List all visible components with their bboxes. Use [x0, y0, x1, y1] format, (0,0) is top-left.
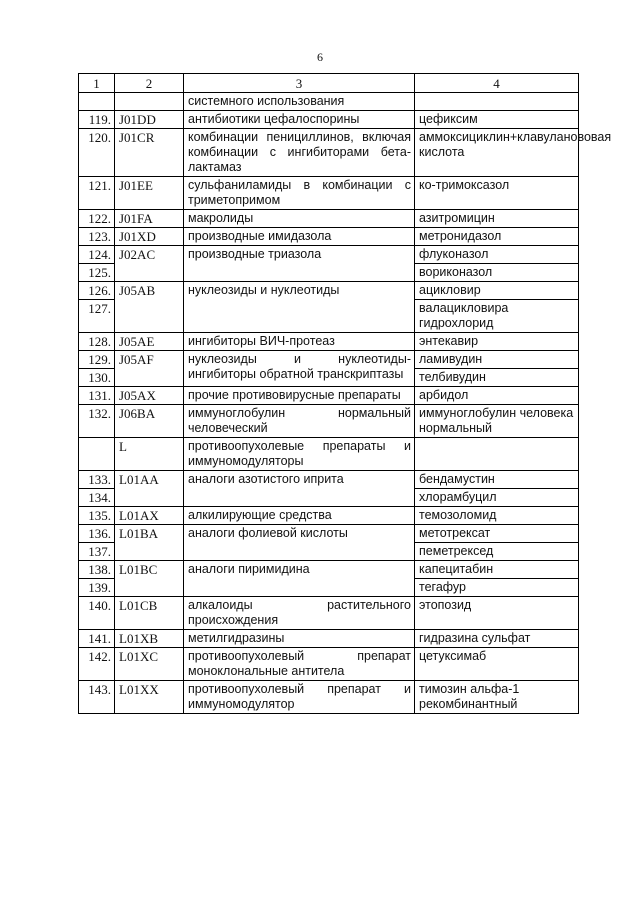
row-number: 121.	[79, 177, 115, 210]
atc-code: J01XD	[115, 228, 184, 246]
row-number: 138.	[79, 561, 115, 579]
drug-name: вориконазол	[415, 264, 579, 282]
row-number	[79, 93, 115, 111]
anatomical-therapeutic-group: противоопухолевый препарат моноклональные антитела	[184, 648, 415, 681]
row-number: 132.	[79, 405, 115, 438]
anatomical-therapeutic-group: иммуноглобулин нормальный человеческий	[184, 405, 415, 438]
column-header: 1	[79, 74, 115, 93]
row-number: 131.	[79, 387, 115, 405]
drug-name: ламивудин	[415, 351, 579, 369]
anatomical-therapeutic-group: алкалоиды растительного происхождения	[184, 597, 415, 630]
atc-code: J05AE	[115, 333, 184, 351]
anatomical-therapeutic-group: антибиотики цефалоспорины	[184, 111, 415, 129]
row-number: 137.	[79, 543, 115, 561]
anatomical-therapeutic-group: ингибиторы ВИЧ-протеаз	[184, 333, 415, 351]
table-row	[79, 111, 579, 129]
table-row	[79, 681, 579, 714]
row-number: 141.	[79, 630, 115, 648]
drug-name: этопозид	[415, 597, 579, 630]
anatomical-therapeutic-group: производные триазола	[184, 246, 415, 282]
row-number: 127.	[79, 300, 115, 333]
row-number: 119.	[79, 111, 115, 129]
atc-code: L01CB	[115, 597, 184, 630]
drug-name: азитромицин	[415, 210, 579, 228]
atc-code: L01AX	[115, 507, 184, 525]
row-number: 129.	[79, 351, 115, 369]
atc-code: J06BA	[115, 405, 184, 438]
column-header: 4	[415, 74, 579, 93]
table-row	[79, 387, 579, 405]
anatomical-therapeutic-group: нуклеозиды и нуклеотиды	[184, 282, 415, 333]
drug-name: телбивудин	[415, 369, 579, 387]
table-row	[79, 333, 579, 351]
drug-name: хлорамбуцил	[415, 489, 579, 507]
table-row	[79, 597, 579, 630]
row-number: 142.	[79, 648, 115, 681]
atc-code: L01XX	[115, 681, 184, 714]
anatomical-therapeutic-group: комбинации пенициллинов, включая комбинации с ингибиторами бета-лактамаз	[184, 129, 415, 177]
table-header-row	[79, 74, 579, 93]
anatomical-therapeutic-group: аналоги фолиевой кислоты	[184, 525, 415, 561]
table-row	[79, 405, 579, 438]
drug-name: арбидол	[415, 387, 579, 405]
row-number: 123.	[79, 228, 115, 246]
row-number: 139.	[79, 579, 115, 597]
row-number: 143.	[79, 681, 115, 714]
column-header: 3	[184, 74, 415, 93]
drug-name: гидразина сульфат	[415, 630, 579, 648]
drug-name: бендамустин	[415, 471, 579, 489]
row-number: 125.	[79, 264, 115, 282]
anatomical-therapeutic-group: противоопухолевые препараты и иммуномодуляторы	[184, 438, 415, 471]
atc-code: J01DD	[115, 111, 184, 129]
atc-code: J01EE	[115, 177, 184, 210]
drug-name: метотрексат	[415, 525, 579, 543]
drug-name: капецитабин	[415, 561, 579, 579]
drug-name: тимозин альфа-1 рекомбинантный	[415, 681, 579, 714]
table-row	[79, 561, 579, 579]
anatomical-therapeutic-group: сульфаниламиды в комбинации с триметопримом	[184, 177, 415, 210]
drug-name: цефиксим	[415, 111, 579, 129]
atc-code: J05AX	[115, 387, 184, 405]
atc-code: L	[115, 438, 184, 471]
drug-name: ацикловир	[415, 282, 579, 300]
drug-name: ко-тримоксазол	[415, 177, 579, 210]
drug-name: цетуксимаб	[415, 648, 579, 681]
anatomical-therapeutic-group: производные имидазола	[184, 228, 415, 246]
row-number: 126.	[79, 282, 115, 300]
row-number: 136.	[79, 525, 115, 543]
anatomical-therapeutic-group: системного использования	[184, 93, 415, 111]
row-number	[79, 438, 115, 471]
table-row	[79, 177, 579, 210]
drug-table	[78, 73, 612, 714]
table-row	[79, 525, 579, 543]
drug-name: метронидазол	[415, 228, 579, 246]
anatomical-therapeutic-group: алкилирующие средства	[184, 507, 415, 525]
drug-name: валацикловира гидрохлорид	[415, 300, 579, 333]
drug-name: энтекавир	[415, 333, 579, 351]
table-row	[79, 129, 579, 177]
row-number: 134.	[79, 489, 115, 507]
table-row	[79, 93, 579, 111]
atc-code: L01AA	[115, 471, 184, 507]
atc-code: L01XC	[115, 648, 184, 681]
drug-name	[415, 438, 579, 471]
atc-code: L01BC	[115, 561, 184, 597]
drug-name: темозоломид	[415, 507, 579, 525]
row-number: 128.	[79, 333, 115, 351]
drug-name: флуконазол	[415, 246, 579, 264]
anatomical-therapeutic-group: нуклеозиды и нуклеотиды-ингибиторы обратной транскриптазы	[184, 351, 415, 387]
drug-name: иммуноглобулин человека нормальный	[415, 405, 579, 438]
atc-code: J05AF	[115, 351, 184, 387]
anatomical-therapeutic-group: макролиды	[184, 210, 415, 228]
drug-name: пеметрексед	[415, 543, 579, 561]
table-row	[79, 471, 579, 489]
atc-code: J02AC	[115, 246, 184, 282]
atc-code: J01CR	[115, 129, 184, 177]
row-number: 122.	[79, 210, 115, 228]
table-row	[79, 648, 579, 681]
row-number: 120.	[79, 129, 115, 177]
atc-code: L01XB	[115, 630, 184, 648]
atc-code: J05AB	[115, 282, 184, 333]
table-row	[79, 246, 579, 264]
table-row	[79, 228, 579, 246]
row-number: 130.	[79, 369, 115, 387]
row-number: 135.	[79, 507, 115, 525]
table-row	[79, 210, 579, 228]
anatomical-therapeutic-group: аналоги азотистого иприта	[184, 471, 415, 507]
table-row	[79, 438, 579, 471]
column-header: 2	[115, 74, 184, 93]
anatomical-therapeutic-group: метилгидразины	[184, 630, 415, 648]
anatomical-therapeutic-group: противоопухолевый препарат и иммуномодулятор	[184, 681, 415, 714]
atc-code: L01BA	[115, 525, 184, 561]
table-row	[79, 630, 579, 648]
row-number: 124.	[79, 246, 115, 264]
row-number: 140.	[79, 597, 115, 630]
atc-code	[115, 93, 184, 111]
drug-name: тегафур	[415, 579, 579, 597]
anatomical-therapeutic-group: аналоги пиримидина	[184, 561, 415, 597]
row-number: 133.	[79, 471, 115, 489]
drug-name	[415, 93, 579, 111]
page-number: 6	[317, 50, 323, 64]
table-row	[79, 507, 579, 525]
anatomical-therapeutic-group: прочие противовирусные препараты	[184, 387, 415, 405]
atc-code: J01FA	[115, 210, 184, 228]
table-row	[79, 351, 579, 369]
drug-name: аммоксициклин+клавуланововая кислота	[415, 129, 579, 177]
table-row	[79, 282, 579, 300]
